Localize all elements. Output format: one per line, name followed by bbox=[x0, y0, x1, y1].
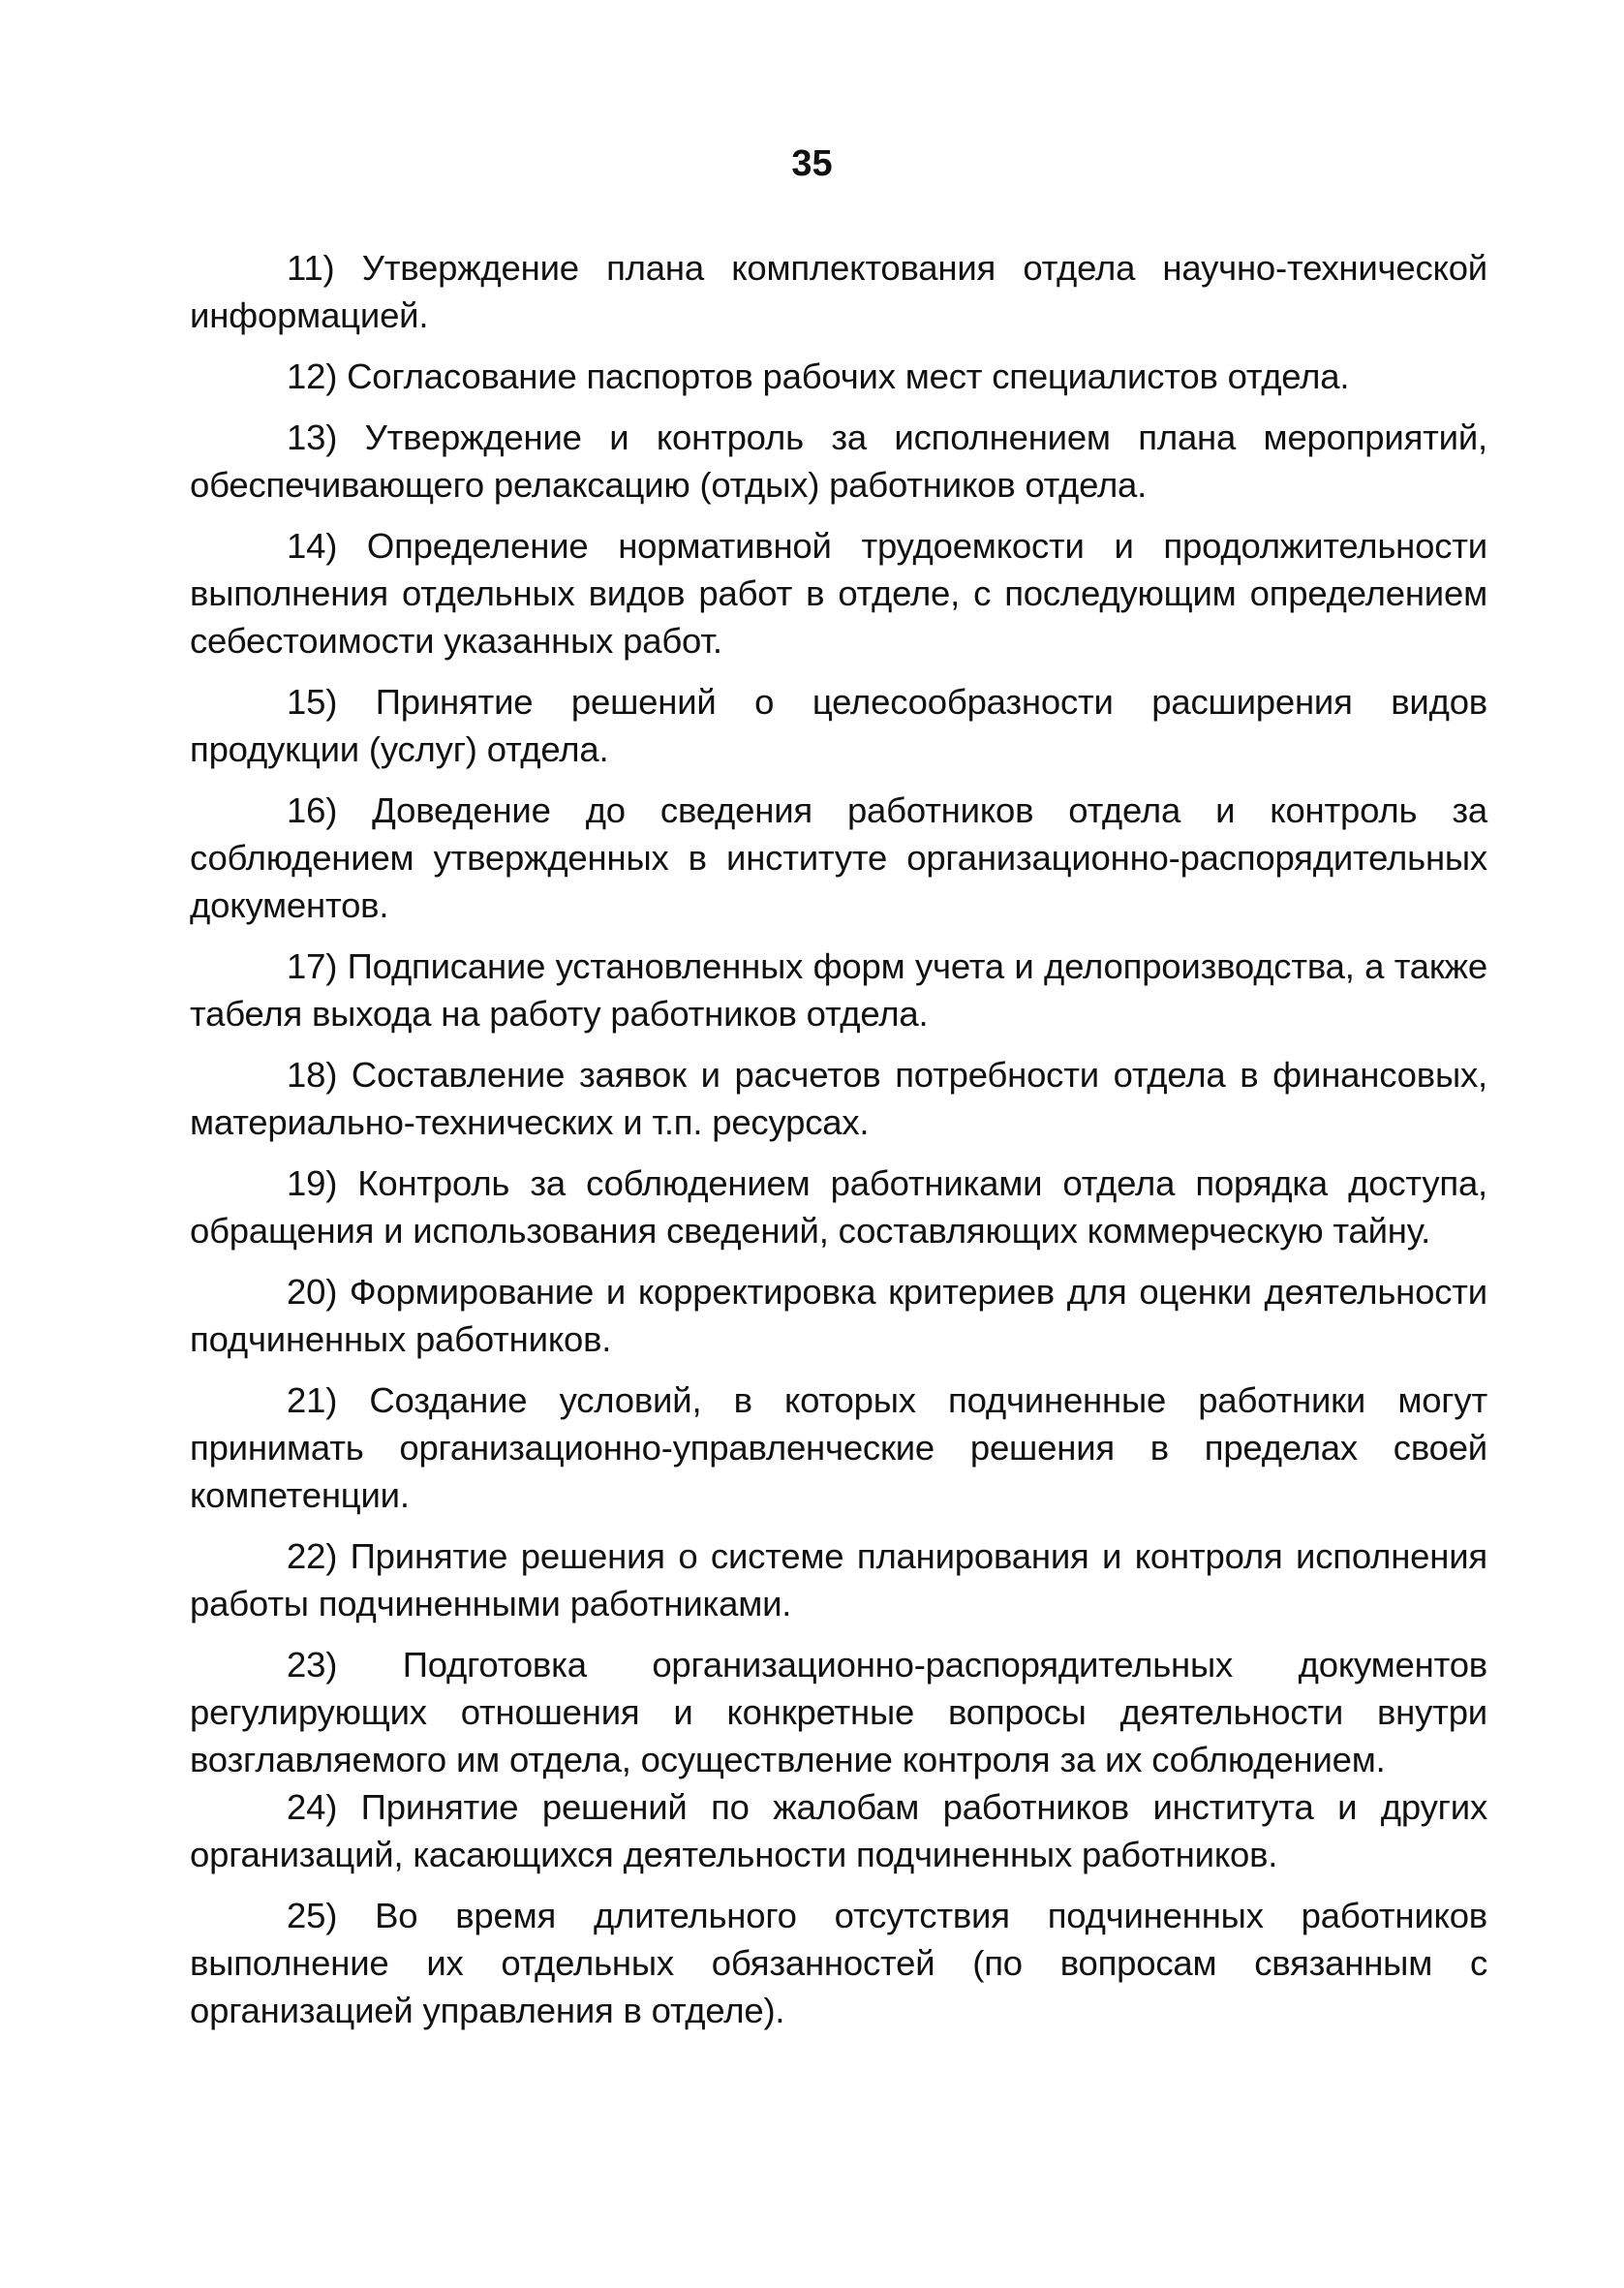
list-item-16: 16) Доведение до сведения работников отдела и контроль за соблюдением утвержденных в институте организационно-распорядительных документов. bbox=[190, 790, 1487, 925]
list-item-20: 20) Формирование и корректировка критериев для оценки деятельности подчиненных работников. bbox=[190, 1272, 1487, 1359]
page-number: 35 bbox=[791, 143, 833, 184]
list-item-19: 19) Контроль за соблюдением работниками отдела порядка доступа, обращения и использования сведений, составляющих коммерческую тайну. bbox=[190, 1163, 1487, 1251]
list-item-22: 22) Принятие решения о системе планирования и контроля исполнения работы подчиненными работниками. bbox=[190, 1536, 1487, 1623]
list-item-25: 25) Во время длительного отсутствия подчиненных работников выполнение их отдельных обязанностей (по вопросам связанным с организацией управления в отделе). bbox=[190, 1896, 1487, 2030]
list-item-15: 15) Принятие решений о целесообразности расширения видов продукции (услуг) отдела. bbox=[190, 682, 1487, 769]
document-body bbox=[190, 244, 1487, 2048]
list-item-14: 14) Определение нормативной трудоемкости и продолжительности выполнения отдельных видов работ в отделе, с последующим определением себестоимости указанных работ. bbox=[190, 526, 1487, 661]
list-item-12: 12) Согласование паспортов рабочих мест специалистов отдела. bbox=[287, 356, 1350, 396]
list-item-17: 17) Подписание установленных форм учета и делопроизводства, а также табеля выхода на работу работников отдела. bbox=[190, 946, 1487, 1034]
list-item-24: 24) Принятие решений по жалобам работников института и других организаций, касающихся деятельности подчиненных работников. bbox=[190, 1787, 1487, 1874]
list-item-11: 11) Утверждение плана комплектования отдела научно-технической информацией. bbox=[190, 248, 1487, 335]
list-item-21: 21) Создание условий, в которых подчиненные работники могут принимать организационно-управленческие решения в пределах своей компетенции. bbox=[190, 1380, 1487, 1515]
list-item-18: 18) Составление заявок и расчетов потребности отдела в финансовых, материально-технических и т.п. ресурсах. bbox=[190, 1055, 1487, 1142]
list-item-13: 13) Утверждение и контроль за исполнением плана мероприятий, обеспечивающего релаксацию (отдых) работников отдела. bbox=[190, 417, 1487, 505]
list-item-23: 23) Подготовка организационно-распорядительных документов регулирующих отношения и конкретные вопросы деятельности внутри возглавляемого им отдела, осуществление контроля за их соблюдением. bbox=[190, 1645, 1487, 1779]
